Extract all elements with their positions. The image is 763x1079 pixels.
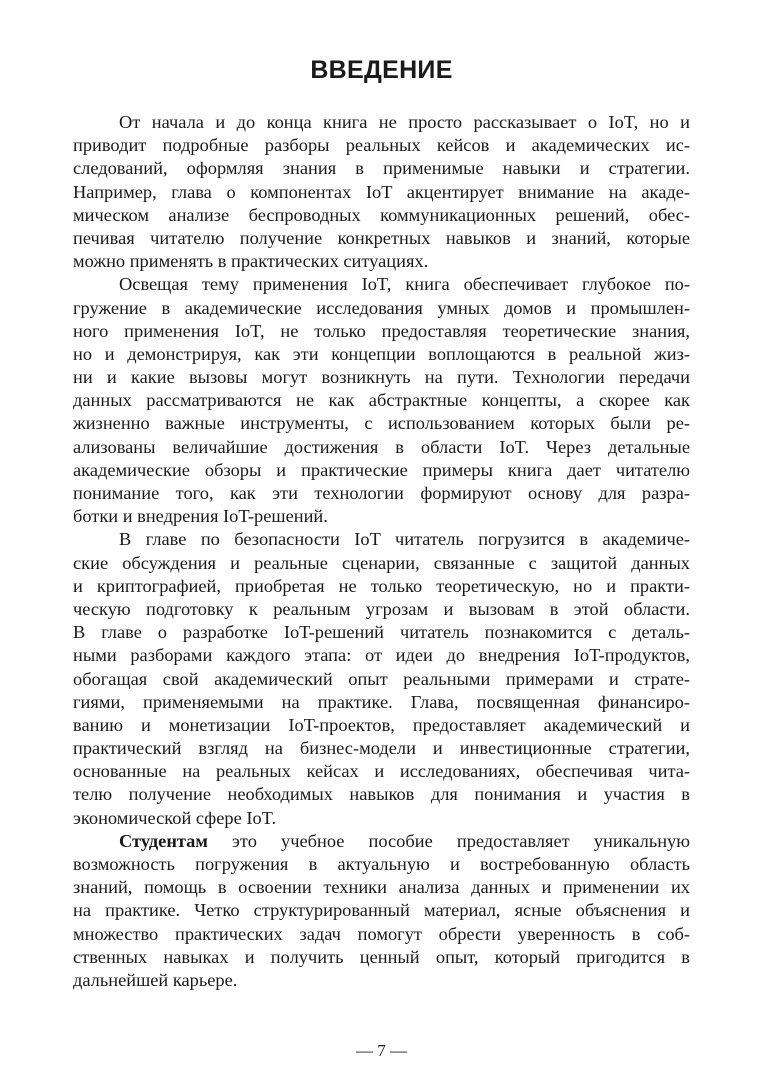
text-line: обогащая свой академический опыт реальными примерами и страте- [73,668,690,689]
text-line: В главе по безопасности IoT читатель погрузится в академиче- [119,529,690,550]
text-fragment: это учебное пособие предоставляет уникальную [207,830,690,851]
text-line: основанные на реальных кейсах и исследованиях, обеспечивая чита- [73,761,690,782]
text-line: экономической сфере IoT. [73,807,277,828]
text-line: следований, оформляя знания в применимые навыки и стратегии. [73,158,690,179]
text-line: но и демонстрируя, как эти концепции воплощаются в реальной жиз- [73,343,690,364]
text-line: практический взгляд на бизнес-модели и инвестиционные стратегии, [73,738,690,759]
paragraph-2 [73,273,690,528]
text-line: на практике. Четко структурированный материал, ясные объяснения и [73,900,690,921]
text-line: ными разборами каждого этапа: от идеи до внедрения IoT-продуктов, [73,645,690,666]
text-line: мическом анализе беспроводных коммуникационных решений, обес- [73,204,690,225]
text-line: и криптографией, приобретая не только теоретическую, но и практи- [73,575,690,596]
text-line: ственных навыках и получить ценный опыт, который пригодится в [73,946,690,967]
text-line: понимание того, как эти технологии формируют основу для разра- [73,483,690,503]
text-line [73,830,690,853]
bold-lead-word: Студентам [119,830,208,851]
page-title: ВВЕДЕНИЕ [310,56,453,84]
text-line: печивая читателю получение конкретных навыков и знаний, которые [73,227,690,248]
text-line: жизненно важные инструменты, с использованием которых были ре- [73,413,690,434]
text-line: ские обсуждения и реальные сценарии, связанные с защитой данных [73,552,690,573]
paragraph-1 [73,111,690,273]
text-line: данных рассматриваются не как абстрактные концепты, а скорее как [73,390,690,411]
text-line: ческую подготовку к реальным угрозам и вызовам в этой области. [73,598,690,619]
text-line: можно применять в практических ситуациях. [73,251,429,272]
text-line: ализованы величайшие достижения в области IoT. Через детальные [73,436,690,457]
text-line: гружение в академические исследования умных домов и промышлен- [73,297,690,318]
text-line: множество практических задач помогут обрести уверенность в соб- [73,923,690,944]
text-line: ванию и монетизации IoT-проектов, предоставляет академический и [73,714,690,735]
text-line: ного применения IoT, не только предоставляя теоретические знания, [73,320,690,341]
text-line: В главе о разработке IoT-решений читатель познакомится с деталь- [73,622,690,643]
text-line: ни и какие вызовы могут возникнуть на пути. Технологии передачи [73,367,690,388]
text-line: знаний, помощь в освоении техники анализа данных и применении их [73,877,690,898]
text-line: академические обзоры и практические примеры книга дает читателю [73,459,690,480]
body-text [73,111,690,992]
text-line: гиями, применяемыми на практике. Глава, посвященная финансиро- [73,691,690,712]
paragraph-students [73,830,690,992]
paragraph-3 [73,528,690,829]
text-line: приводит подробные разборы реальных кейсов и академических ис- [73,135,690,156]
text-line: ботки и внедрения IoT-решений. [73,506,328,527]
text-line: Например, глава о компонентах IoT акцентирует внимание на акаде- [73,181,690,202]
text-line: возможность погружения в актуальную и востребованную область [73,854,690,874]
text-line: дальнейшей карьере. [73,969,238,990]
text-line: телю получение необходимых навыков для понимания и участия в [73,784,690,805]
text-line: Освещая тему применения IoT, книга обеспечивает глубокое по- [119,274,690,295]
text-line: От начала и до конца книга не просто рассказывает о IoT, но и [119,112,690,132]
page-number: — 7 — [356,1041,407,1060]
